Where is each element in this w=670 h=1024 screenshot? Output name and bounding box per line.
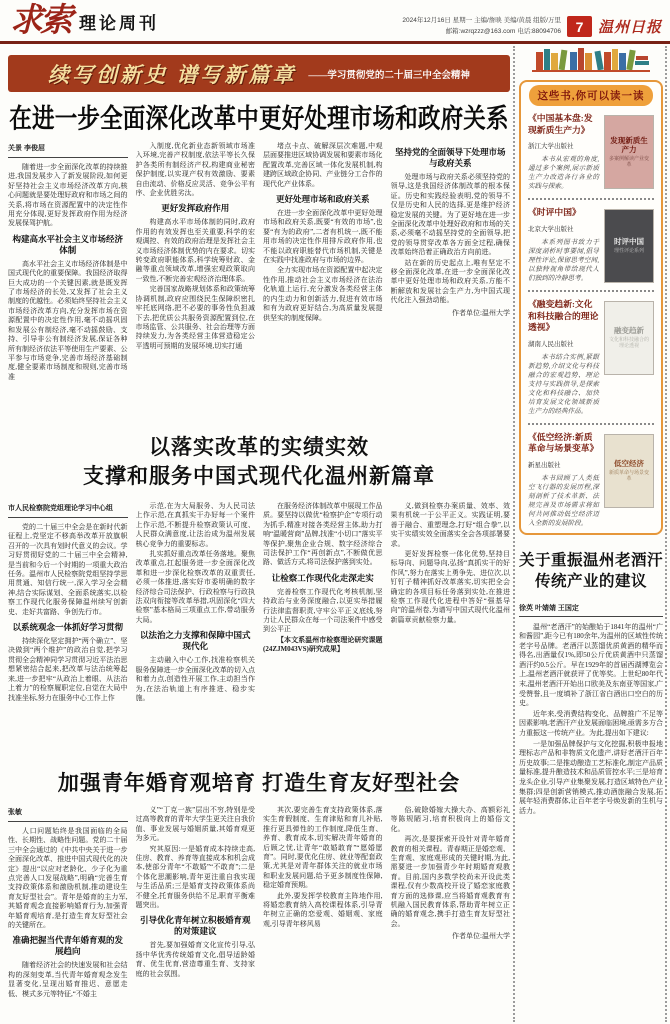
section-title: 理论周刊 [79,14,159,33]
subhead: 坚持党的全面领导下处理市场与政府关系 [394,147,506,168]
subhead: 让检察工作现代化走深走实 [271,572,374,583]
paragraph: 俗,破除婚嫁大操大办、高额彩礼等陈规陋习,培育积极向上的婚俗文化。 [390,806,510,833]
book-description: 本书回顾了人类低空飞行器的发展历程,深刻剖析了技术革新、法规完善及市场需求将如何共同推动低空经济迈入全新的发展阶段。 [528,474,599,527]
subhead: 以系统观念一体抓好学习贯彻 [12,622,123,633]
book-publisher: 浙江大学出版社 [528,143,574,150]
paragraph: 义”“丁克一族”层出不穷,特别是受过高等教育的青年大学生更关注自我价值、事业发展与婚姻质量,其婚育观更为多元。 [135,806,255,843]
article-column [391,502,511,752]
theme-banner [8,55,510,92]
book-cover-subtitle: 新质革命与场景变革 [608,470,649,482]
article-wine [519,550,663,817]
paragraph: 持续深化坚定拥护“两个确立”、坚决做到“两个维护”的政治自觉,把学习贯彻全会精神同学习贯彻习近平法治思想紧密结合起来,把改革与法治统筹起来,进一步把牢“从政治上着眼、从法治上着力”的检察履职定位,自觉在大局中找准坐标,努力在服务中心工作上作 [8,637,128,702]
book-cover-title: 发现新质生产力 [610,135,648,154]
dotted-separator [528,423,654,425]
book-cover [604,434,654,508]
article-marriage-headline: 加强青年婚育观培育 打造生育友好型社会 [57,771,461,795]
paragraph: 扎实抓好重点改革任务落地。聚焦改革重点,扛起服务进一步全面深化改革和进一步深化检察改革的双重责任,必须一体推进,落实好市委明确的数字经济综合司法保护、行政检察与行政执法双向衔接等改革举措,巩固深化“四大检察”基本格局三项重点工作,带动服务大局。 [135,550,255,624]
book-info [528,432,599,528]
headline-line2: 传统产业的建议 [534,573,647,590]
subhead: 以法治之力支撑和保障中国式现代化 [139,630,251,652]
article-marriage-body [8,806,510,1024]
article-column [263,806,383,1024]
book-description: 本系列图书致力于深度剖析时事要闻,倡导理性评论,保留思考空间,以独特视角带给现代人们独到的冷静思考。 [528,238,599,282]
article-procuratorate-body [8,502,510,752]
book-title: 《时评中国》 [528,207,581,217]
book-entry [528,207,654,283]
subhead: 更好处理市场和政府关系 [275,194,370,205]
dotted-separator [528,198,654,200]
article-wine-byline: 徐英 叶婧婧 王国定 [519,601,663,617]
issue-meta-line2: 邮箱:wzrqzzz@163.com 电话:88094706 [445,27,561,35]
article-column [136,806,256,1024]
subhead: 引导优化青年树立积极婚育观的对策建议 [139,915,251,937]
research-note: 【本文系温州市检察理论研究课题(24ZJM043VS)研究成果】 [263,635,383,654]
subhead: 准确把握当代青年婚育观的发展趋向 [12,935,123,957]
article-marriage-byline: 张敏 [8,806,128,822]
paragraph: 完善检察工作现代化考核机制,坚持政治与业务深度融合,以更实举措履行法律监督职责,守牢公平正义底线,努力让人民群众在每一个司法案件中感受到公平正 [263,587,383,634]
issue-meta [402,16,561,36]
paragraph: 构建高水平市场体制的同时,政府作用的有效发挥也至关重要,科学的宏观调控、有效的政府治理是发挥社会主义市场经济体制优势的内在要求。切实转变政府职能体系,科学统筹财政、金融等重点领域改革,增强宏观政策取向一致性,不断完善宏观经济治理体系。 [135,218,255,283]
paragraph: 示范,在为大局服务、为人民司法上作示范,在真抓实干办好每一个案件上作示范,不断提升检察政策认可度、人民群众满意度,让法治成为温州发展核心竞争力的重要标志。 [135,502,255,548]
article-procuratorate-byline: 市人民检察院党组理论学习中心组 [8,502,128,518]
masthead [0,0,670,40]
book-cover [604,115,654,189]
book-entry [528,432,654,528]
article-column [391,806,511,1024]
headline-line2: 支撑和服务中国式现代化温州新篇章 [83,464,435,488]
paragraph: 更好发挥检察一体化优势,坚持目标导向、问题导向,弘扬“真抓实干的好作风”,努力在落实上勇争先、进位次,以钉钉子精神抓好改革落实,切实把全会确定的各项目标任务落到实处,在推进检察工作现代化进程中答好“强基导向”的温州卷,为谱写中国式现代化温州新篇章贡献检察力量。 [390,550,510,624]
author-note: 作者单位:温州大学 [452,932,510,941]
paragraph: 在进一步全面深化改革中更好处理市场和政府关系,既要“有效的市场”,也要“有为的政府”,二者有机统一,既不能用市场的决定性作用排斥政府作用,也不能以政府职能替代市场机制,关键是在实践中找准政府与市场的边界。 [263,209,383,265]
article-procuratorate [8,433,510,752]
banner-slogan: 续写创新史 谱写新篇章 [48,62,297,87]
book-info [528,207,599,283]
paragraph: 高水平社会主义市场经济体制是中国式现代化的重要保障。我国经济取得巨大成功的一个关键因素,就是既发挥了市场经济的长处,又发挥了社会主义制度的优越性。必须始终坚持社会主义市场经济改革方向,充分发挥市场在资源配置中的决定性作用,毫不动摇巩固和发展公有制经济,毫不动摇鼓励、支持、引导非公有制经济发展,保证各种所有制经济依法平等使用生产要素、公平参与市场竞争,完善市场经济基础制度,健全要素市场制度和规则,完善市场准 [8,259,128,381]
subhead: 构建高水平社会主义市场经济体制 [12,233,123,255]
book-title: 《低空经济:新质革命与场景变革》 [528,431,599,453]
book-cover-title: 融变趋新 [614,326,644,335]
paragraph: 随着经济社会的快速发展和社会结构的深刻变革,当代青年婚育观念发生显著变化,呈现出婚育推迟、意愿走低、模式多元等特征,“不婚主 [8,961,128,998]
article-market-byline: 关景 李俊屈 [8,142,128,158]
main-content [8,44,510,1024]
book-cover [604,209,654,283]
book-publisher: 湖南人民出版社 [528,340,574,348]
book-cover-subtitle: 文化和科技融合的理论透视 [608,338,649,349]
article-wine-headline [519,550,663,593]
book-publisher: 北京大学出版社 [528,225,574,233]
qiusuo-logo: 求索 [10,2,70,39]
masthead-right [402,16,664,37]
subhead: 更好发挥政府作用 [161,203,230,214]
book-cover-title: 低空经济 [614,458,644,468]
book-cover-title: 时评中国 [614,237,644,246]
article-market-body [8,142,510,418]
article-market-headline: 在进一步全面深化改革中更好处理市场和政府关系 [9,103,509,134]
books-icon [519,46,663,77]
page-number-badge: 7 [567,16,592,37]
paragraph: 站在新的历史起点上,唯有坚定不移全面深化改革,在进一步全面深化改革中更好处理市场和政府关系,方能不断解放和发展社会生产力,为中国式现代化注入强劲动能。 [390,258,510,305]
masthead-logo-group [10,2,159,39]
paragraph: 义,做到检察办案质量、效率、效果有机统一于公平正义。实践证明,要善于融合、重塑理念,打好“组合拳”,以实干实绩实效全面落实全会各项部署要求。 [390,502,510,548]
paragraph: 完善国家战略规划体系和政策统筹协调机制,政府应围绕民生保障织密扎牢托底网络,把不必要的事务性负担减下去,把优质公共服务资源配置到位,在市场监管、公共服务、社会治理等方面持续发力,为各类经营主体营造稳定公平透明可预期的发展环境,切实打通 [135,285,255,350]
page-edge-dotted [665,46,667,1022]
article-column [136,502,256,752]
book-title: 《融变趋新:文化和科技融合的理论透视》 [528,299,599,332]
paragraph: 入制度,优化新业态新领域市场准入环境,完善产权制度,依法平等长久保护各类所有制经济产权,构建商业秘密保护制度,以实现产权有效激励、要素自由流动、价格反应灵活、竞争公平有序、企业优胜劣汰。 [135,142,255,198]
book-entry [528,299,654,416]
article-column [8,806,128,1024]
paragraph: 首先,要加强婚育文化宣传引导,弘扬中华优秀传统婚育文化,倡导适龄婚育、优生优育,营造尊重生育、支持家庭的社会氛围。 [135,941,255,978]
article-procuratorate-headline [8,433,510,491]
author-note: 作者单位:温州大学 [452,308,510,317]
book-title: 《中国基本盘:发现新质生产力》 [528,113,593,135]
paragraph: 主动融入中心工作,找准检察机关服务保障进一步全面深化改革的切入点和着力点,创造性开展工作,主动担当作为,在法治轨道上有序推进、稳步实施。 [135,656,255,702]
book-cover-subtitle: 多案例解读产业变革 [608,156,649,168]
article-column [263,142,383,418]
article-column [263,502,383,752]
paragraph: 人口问题始终是我国面临的全局性、长期性、战略性问题。党的二十届三中全会通过的《中共中央关于进一步全面深化改革、推进中国式现代化的决定》提出“以应对老龄化、少子化为重点完善人口发展战略”,明确“完善生育支持政策体系和激励机制,推动建设生育友好型社会”。青年是婚育的主力军,其婚育观念直接影响婚育行为,加强青年婚育观培育,是打造生育友好型社会的关键所在。 [8,827,128,930]
book-entry [528,113,654,191]
newspaper-name: 温州日报 [597,20,662,36]
article-market [8,98,510,418]
paragraph: 一是加强品牌保护与文化挖掘,积极申报地理标志产品和非物质文化遗产,讲好老酒汗百年历史故事;二是推动酿造工艺标准化,制定产品质量标准,提升酿造技术和品质管控水平;三是培育龙头企业,引导产业集聚发展,打造区域特色产业集群;四是创新营销模式,推动酒旅融合发展,拓展年轻消费群体,让百年老字号焕发新的生机与活力。 [519,739,663,815]
column-divider-dotted [513,46,515,1022]
book-description: 本书结合实例,紧跟新趋势,介绍文化与科技融合的宏观趋势、理论支持与实践指导,是探索文化和科技融合、加快培育发展文化领域新质生产力的经典作品。 [528,353,599,415]
paragraph: 近年来,受消费结构变化、品牌推广不足等因素影响,老酒汗产业发展面临困境,亟需多方合力重振这一传统产业。为此,提出如下建议: [519,709,663,738]
book-box-header: 这些书,你可以读一读 [529,85,653,106]
article-column [8,502,128,752]
book-cover [604,301,654,375]
article-column [8,142,128,418]
banner-subtitle: ——学习贯彻党的二十届三中全会精神 [308,70,470,81]
article-column [391,142,511,418]
book-description: 本书从宏观的角度,通过多个案例,展示新质生产力改造各行各业的实践与探索。 [528,156,599,190]
paragraph: 党的二十届三中全会是在新时代新征程上,党坚定不移高举改革开放旗帜召开的一次具有划时代意义的会议。学习好贯彻好党的二十届三中全会精神,是当前和今后一个时期的一项重大政治任务。温州市人民检察院党组坚持学思用贯通、知信行统一,深入学习全会精神,结合实际谋划、全面系统落实,以检察工作现代化服务保障温州续写创新史、走好共富路、争创先行市。 [8,523,128,616]
paragraph: 在服务经济体制改革中展现工作品质。要坚持以做优“检察护企”专项行动为抓手,精准对接各类经营主体,助力打响“温暖营商”品牌,找准“小切口”落实平等保护,聚焦企业合规、数字经济综合司法保护工作“再创新点”,不断做优思路、做活方式,将司法保护落到实处。 [263,502,383,567]
book-info [528,113,599,191]
paragraph: 处理市场与政府关系必须坚持党的领导,这是我国经济体制改革的根本保证。历史和实践经验表明,党的领导不仅是历史和人民的选择,更是维护经济稳定发展的关键。为了更好地在进一步全面深化改革中处理好政府和市场的关系,必须毫不动摇坚持党的全面领导,把党的领导贯穿改革各方面全过程,确保改革始终沿着正确政治方向前进。 [390,173,510,257]
book-cover-subtitle: 理性评论系列 [613,249,644,254]
article-marriage [8,767,510,1024]
book-recommendation-box [519,80,663,535]
paragraph: 究其原因:一是婚育成本持续走高,住房、教育、养育等直接成本和机会成本,使部分青年“不敢婚”“不敢育”;二是个体化思潮影响,青年更注重自我实现与生活品质;三是婚育支持政策体系尚不健全,托育服务供给不足,职育平衡难题突出。 [135,844,255,910]
headline-line1: 关于重振温州老酒汗 [519,551,664,569]
paragraph: 其次,要完善生育支持政策体系,落实生育假制度、生育津贴和育儿补贴,推行更具弹性的工作制度,降低生育、养育、教育成本,切实解决青年婚育的后顾之忧,让青年“敢婚敢育”“愿婚愿育”。同时,要优化住房、就业等配套政策,尤其是对青年群体关注的就业市场和职业发展问题,给予更多制度性保障,稳定婚育预期。 [263,806,383,890]
paragraph: 堵点卡点、破解深层次难题,中观层面要推进区域协调发展和要素市场化配置改革,完善区域一体化发展机制,构建跨区域政企协同、产业链分工合作的现代化产业体系。 [263,142,383,188]
issue-meta-line1: 2024年12月16日 星期一 主编/詹映 美编/黄晨 组版/万里 [402,17,561,25]
article-column [136,142,256,418]
dotted-separator [528,290,654,292]
paragraph: 随着进一步全面深化改革的持续推进,我国发展步入了新发展阶段,如何更好坚持社会主义市场经济改革方向,核心问题就是要处理好政府和市场之间的关系,将市场在资源配置中的决定性作用充分体现,更好发挥政府作用为经济发展保驾护航。 [8,163,128,228]
paragraph: 此外,要发挥学校教育主阵地作用,将婚恋教育纳入高校课程体系,引导青年树立正确的恋爱观、婚姻观、家庭观,引导青年移风易 [263,891,383,928]
book-info [528,299,599,416]
headline-line1: 以落实改革的实绩实效 [149,435,369,459]
paragraph: 温州“老酒汗”的始酿始于1841年的温州“广和酱园”,距今已有180余年,为温州的区域性传统老字号品牌。老酒汗以蒸馏优质黄酒的精华而得名,出酒量仅1%,即50公斤优质黄酒中只蒸馏酒汗约0.5公斤。早在1929年的首届西湖博览会上,温州老酒汗就获评了优等奖。上世纪80年代末,温州老酒汗开始出口欧美及东南亚等国家,广受赞誉,且一度填补了浙江省白酒出口空白的历史。 [519,622,663,708]
paragraph: 全力实现市场在资源配置中起决定性作用,推动社会主义市场经济在法治化轨道上运行,充分激发各类经营主体的内生动力和创新活力,促进有效市场和有为政府更好结合,为高质量发展提供坚实的制度保障。 [263,266,383,322]
book-publisher: 新星出版社 [528,461,561,469]
paragraph: 再次,是要探索开设针对青年婚育教育的相关课程。青春期正是婚恋观、生育观、家庭观形成的关键时期,为此,需要进一步加强青少年时期婚育观教育。目前,国内多数学校尚未开设此类课程,仅有少数高校开设了婚恋家庭教育方面的选修课,应当将婚育观教育有机融入国民教育体系,帮助青年树立正确的婚育观念,携手打造生育友好型社会。 [390,835,510,928]
books-sidebar [519,46,663,817]
